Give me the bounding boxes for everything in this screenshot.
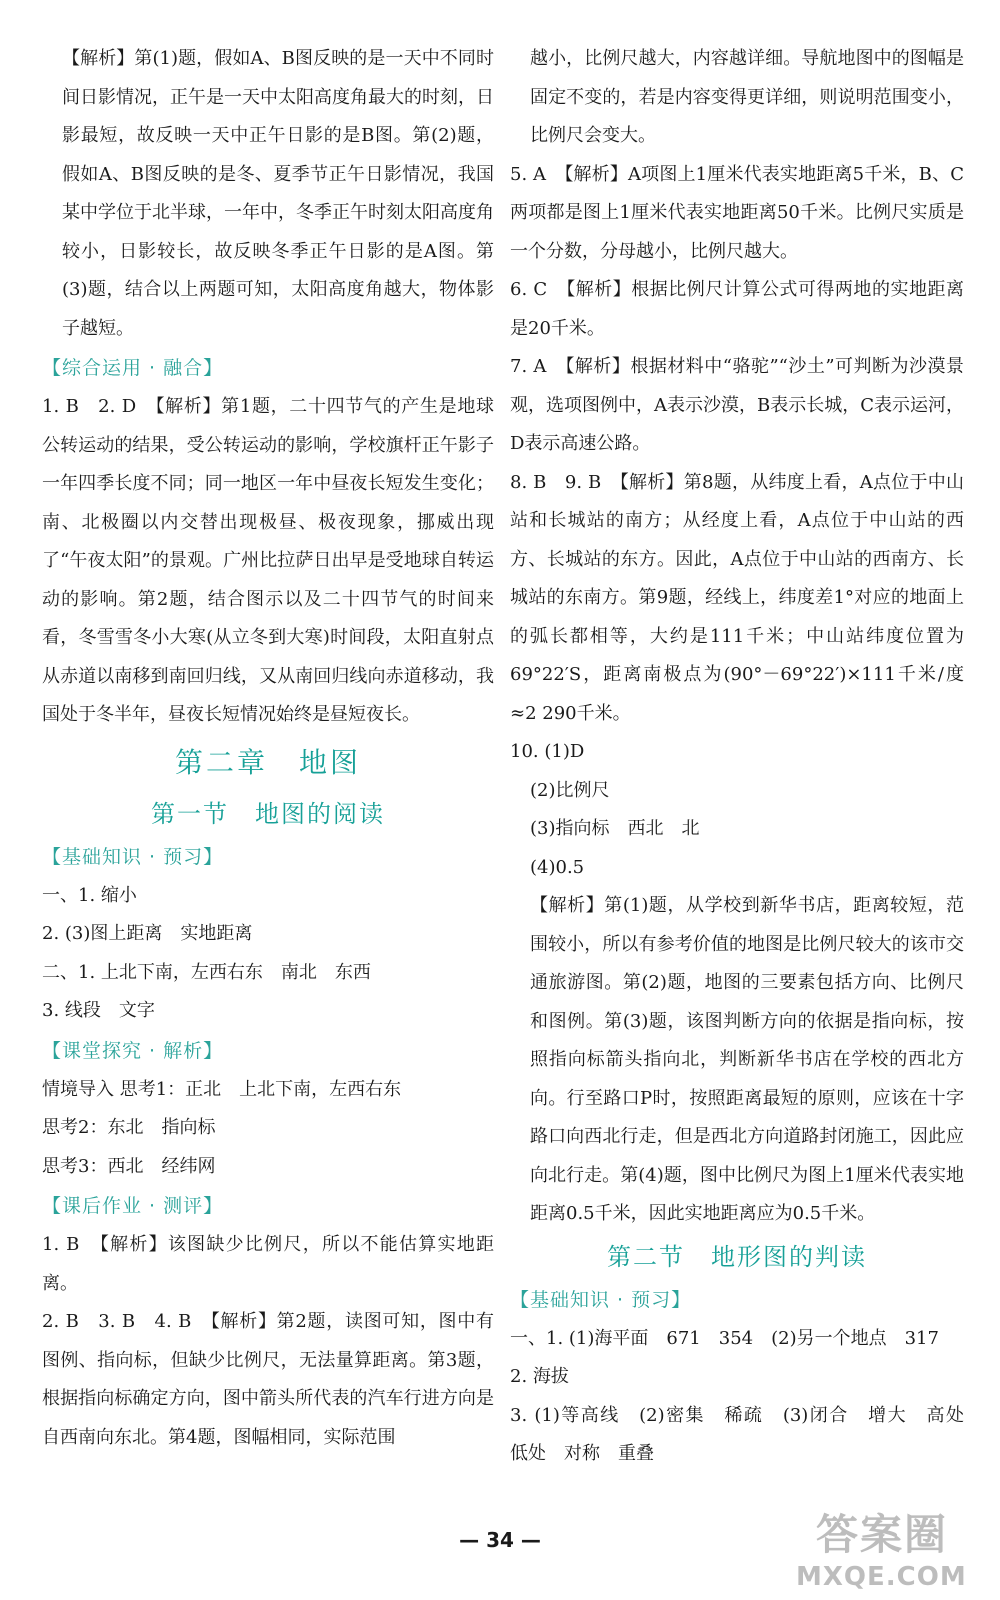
answer-line: 一、1. 缩小 [42, 884, 137, 906]
answer-line: 2. (3)图上距离 实地距离 [42, 923, 253, 944]
answer-line: (2)比例尺 [530, 779, 610, 801]
left-column [42, 40, 494, 1457]
section-header-basics: 【基础知识 · 预习】 [510, 1288, 692, 1311]
answer-line: 思考2：东北 指向标 [42, 1117, 216, 1138]
page-number: — 34 — [459, 1528, 541, 1552]
answer-paragraph: 7. A 【解析】根据材料中“骆驼”“沙土”可判断为沙漠景观，选项图例中，A表示沙漠，B表示长城，C表示运河，D表示高速公路。 [510, 356, 964, 454]
answer-line: 2. 海拔 [510, 1366, 569, 1387]
answer-line: 3. 线段 文字 [42, 1000, 155, 1021]
answer-paragraph: 1. B 【解析】该图缺少比例尺，所以不能估算实地距离。 [42, 1234, 494, 1294]
answer-line: (4)0.5 [530, 856, 585, 878]
answer-line: 一、1. (1)海平面 671 354 (2)另一个地点 317 [510, 1327, 939, 1349]
chapter-title: 第二章 地图 [174, 745, 361, 779]
watermark-top-text: 答案圈 [816, 1510, 949, 1559]
answer-line: (3)指向标 西北 北 [530, 818, 700, 839]
answer-paragraph: 5. A 【解析】A项图上1厘米代表实地距离5千米，B、C两项都是图上1厘米代表实地距离50千米。比例尺实质是一个分数，分母越小，比例尺越大。 [510, 163, 964, 262]
analysis-paragraph: 【解析】第(1)题，从学校到新华书店，距离较短，范围较小，所以有参考价值的地图是比例尺较大的该市交通旅游图。第(2)题，地图的三要素包括方向、比例尺和图例。第(3)题，该图判断方向的依据是指向标，按照指向标箭头指向北，判断新华书店在学校的西北方向。行至路口P时，按照距离最短的原则，应该在十字路口向西北行走，但是西北方向道路封闭施工，因此应向北行走。第(4)题，图中比例尺为图上1厘米代表实地距离0.5千米，因此实地距离应为0.5千米。 [530, 895, 964, 1224]
watermark-logo [796, 1502, 986, 1592]
section-title: 第二节 地形图的判读 [607, 1242, 867, 1271]
answer-paragraph: 1. B 2. D 【解析】第1题，二十四节气的产生是地球公转运动的结果，受公转运动的影响，学校旗杆正午影子一年四季长度不同；同一地区一年中昼夜长短发生变化；南、北极圈以内交替出现极昼、极夜现象，挪威出现了“午夜太阳”的景观。广州比拉萨日出早是受地球自转运动的影响。第2题，结合图示以及二十四节气的时间来看，冬雪雪冬小大寒(从立冬到大寒)时间段，太阳直射点从赤道以南移到南回归线，又从南回归线向赤道移动，我国处于冬半年，昼夜长短情况始终是昼短夜长。 [42, 396, 494, 725]
answer-paragraph: 8. B 9. B 【解析】第8题，从纬度上看，A点位于中山站和长城站的南方；从经度上看，A点位于中山站的西方、长城站的东方。因此，A点位于中山站的西南方、长城站的东南方。第9题，经线上，纬度差1°对应的地面上的弧长都相等，大约是111千米；中山站纬度位置为69°22′S，距离南极点为(90°－69°22′)×111千米/度≈2 290千米。 [510, 471, 964, 724]
answer-line: 10. (1)D [510, 741, 585, 762]
answer-line: 二、1. 上北下南，左西右东 南北 东西 [42, 961, 371, 983]
section-header-integrated: 【综合运用 · 融合】 [42, 357, 224, 379]
section-title: 第一节 地图的阅读 [151, 799, 385, 828]
right-column [510, 40, 982, 1474]
watermark-bottom-text: MXQE.COM [796, 1562, 967, 1592]
section-header-classroom: 【课堂探究 · 解析】 [42, 1039, 224, 1062]
answer-line: 思考3：西北 经纬网 [42, 1155, 216, 1177]
answer-paragraph: 6. C 【解析】根据比例尺计算公式可得两地的实地距离是20千米。 [510, 279, 964, 339]
section-header-homework: 【课后作业 · 测评】 [42, 1195, 224, 1217]
answer-line: 情境导入 思考1：正北 上北下南，左西右东 [42, 1078, 402, 1100]
analysis-paragraph: 越小，比例尺越大，内容越详细。导航地图中的图幅是固定不变的，若是内容变得更详细，则说明范围变小，比例尺会变大。 [530, 48, 964, 146]
section-header-basics: 【基础知识 · 预习】 [42, 845, 224, 868]
answer-line: 3. (1)等高线 (2)密集 稀疏 (3)闭合 增大 高处 低处 对称 重叠 [510, 1404, 982, 1464]
analysis-paragraph: 【解析】第(1)题，假如A、B图反映的是一天中不同时间日影情况，正午是一天中太阳高度角最大的时刻，日影最短，故反映一天中正午日影的是B图。第(2)题，假如A、B图反映的是冬、夏季节正午日影情况，我国某中学位于北半球，一年中，冬季正午时刻太阳高度角较小，日影较长，故反映冬季正午日影的是A图。第(3)题，结合以上两题可知，太阳高度角越大，物体影子越短。 [62, 48, 494, 339]
answer-paragraph: 2. B 3. B 4. B 【解析】第2题，读图可知，图中有图例、指向标，但缺少比例尺，无法量算距离。第3题，根据指向标确定方向，图中箭头所代表的汽车行进方向是自西南向东北。第4题，图幅相同，实际范围 [42, 1311, 494, 1448]
